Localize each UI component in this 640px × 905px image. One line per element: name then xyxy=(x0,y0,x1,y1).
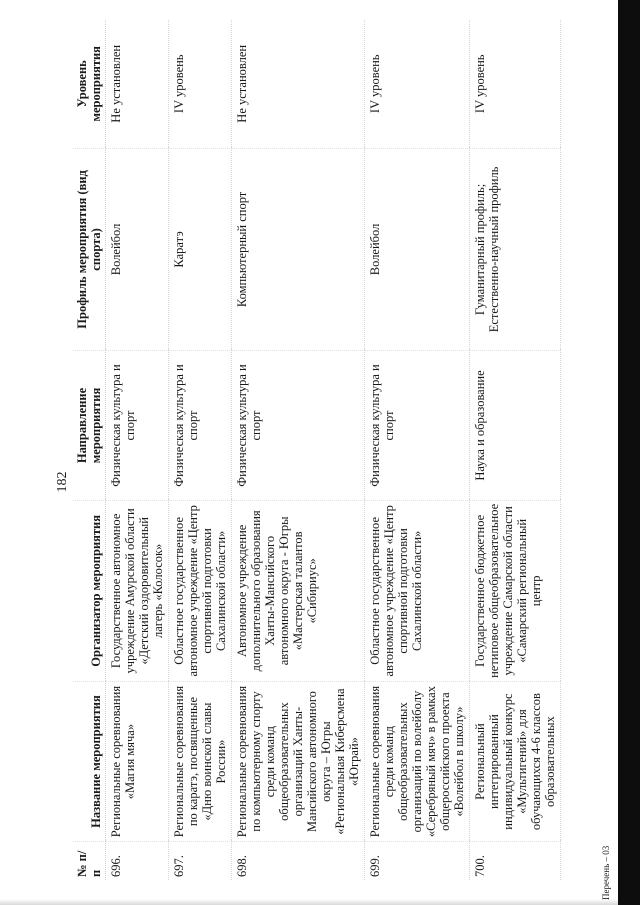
row-number: 697. xyxy=(169,842,232,880)
event-name: Региональные соревнования по компьютерному спорту среди команд общеобразовательных организаций Ханты-Мансийского автономного округа – Югры «Региональная Киберсмена «Юграй» xyxy=(232,682,365,842)
event-organizer: Государственное автономное учреждение Амурской области «Детский оздоровительный лагерь «Колосок» xyxy=(106,500,169,681)
header-organizer: Организатор мероприятия xyxy=(73,500,106,681)
page-number: 182 xyxy=(55,471,70,493)
event-organizer: Автономное учреждение дополнительного образования Ханты-Мансийского автономного округа - Югры «Мастерская талантов «Сибириус» xyxy=(232,500,365,681)
table-row xyxy=(106,20,169,880)
event-level: IV уровень xyxy=(169,20,232,148)
event-name: Региональные соревнования по каратэ, посвященные «Дню воинской славы России» xyxy=(169,682,232,842)
scan-bottom-shadow xyxy=(0,899,618,905)
event-direction: Физическая культура и спорт xyxy=(365,351,470,500)
event-direction: Наука и образование xyxy=(470,351,561,500)
event-profile: Волейбол xyxy=(106,148,169,351)
table-row xyxy=(470,20,561,880)
header-number: № п/п xyxy=(73,842,106,880)
event-profile: Волейбол xyxy=(365,148,470,351)
table-row xyxy=(169,20,232,880)
table-row xyxy=(232,20,365,880)
events-table xyxy=(73,20,561,880)
event-direction: Физическая культура и спорт xyxy=(106,351,169,500)
event-level: Не установлен xyxy=(106,20,169,148)
event-name: Региональный интегрированный индивидуальный конкурс «Мультигений» для обучающихся 4-6 классов образовательных xyxy=(470,682,561,842)
header-profile: Профиль мероприятия (вид спорта) xyxy=(73,148,106,351)
header-event-name: Название мероприятия xyxy=(73,682,106,842)
row-number: 699. xyxy=(365,842,470,880)
table-row xyxy=(365,20,470,880)
event-name: Региональные соревнования «Магия мяча» xyxy=(106,682,169,842)
event-direction: Физическая культура и спорт xyxy=(232,351,365,500)
row-number: 700. xyxy=(470,842,561,880)
event-organizer: Областное государственное автономное учреждение «Центр спортивной подготовки Сахалинской области» xyxy=(365,500,470,681)
event-level: IV уровень xyxy=(470,20,561,148)
event-name: Региональные соревнования среди команд общеобразовательных организаций по волейболу «Серебряный мяч» в рамках общероссийского проекта «Волейбол в школу» xyxy=(365,682,470,842)
event-profile: Компьютерный спорт xyxy=(232,148,365,351)
header-direction: Направление мероприятия xyxy=(73,351,106,500)
header-level: Уровень мероприятия xyxy=(73,20,106,148)
rotated-document-page xyxy=(55,20,615,900)
footer-note: Перечень – 03 xyxy=(601,845,611,900)
event-level: Не установлен xyxy=(232,20,365,148)
event-profile: Каратэ xyxy=(169,148,232,351)
scan-margin-left xyxy=(0,0,10,905)
row-number: 696. xyxy=(106,842,169,880)
table-header-row xyxy=(73,20,106,880)
event-organizer: Областное государственное автономное учреждение «Центр спортивной подготовки Сахалинской области» xyxy=(169,500,232,681)
row-number: 698. xyxy=(232,842,365,880)
event-profile: Гуманитарный профиль; Естественно-научный профиль xyxy=(470,148,561,351)
event-direction: Физическая культура и спорт xyxy=(169,351,232,500)
event-level: IV уровень xyxy=(365,20,470,148)
scan-edge-dark xyxy=(618,0,640,905)
event-organizer: Государственное бюджетное нетиповое общеобразовательное учреждение Самарской области «Самарский региональный центр xyxy=(470,500,561,681)
